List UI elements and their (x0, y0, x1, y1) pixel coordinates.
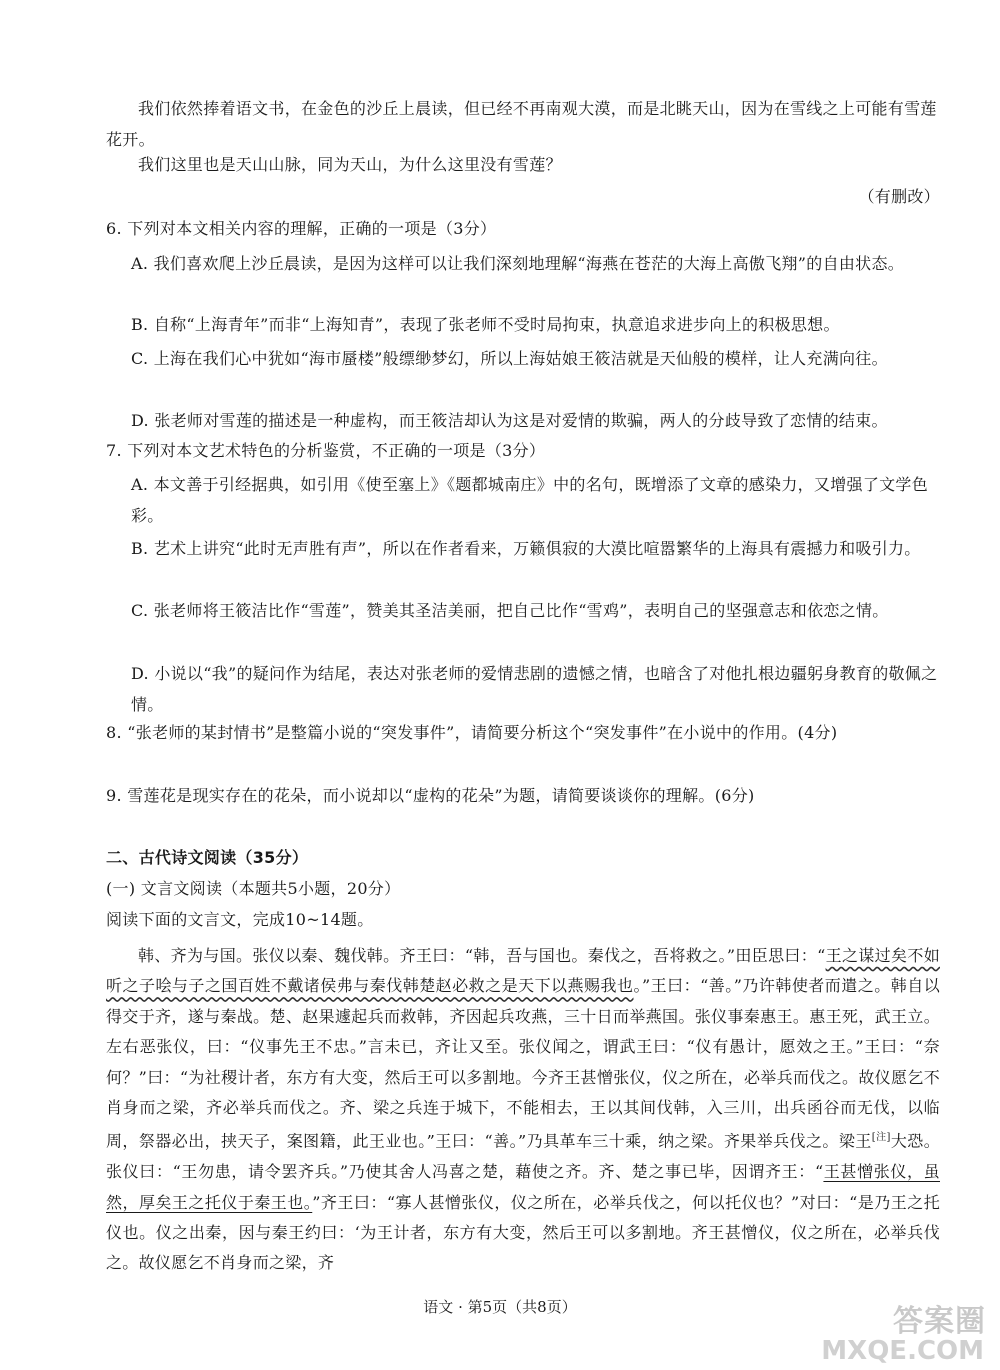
section2-instruction: 阅读下面的文言文，完成10~14题。 (106, 910, 374, 929)
passage-text-4: ”齐王曰：“寡人甚憎张仪，仪之所在，必举兵伐之，何以托仪也？”对曰：“是乃王之托仪也。仪之出秦，因与秦王约曰：‘为王计者，东方有大变，然后王可以多割地。齐王甚憎仪，仪之所在，必举兵伐之。故仪愿乞不肖身而之梁，齐 (106, 1192, 940, 1273)
passage-text-2: 。”王曰：“善。”乃许韩使者而遣之。韩自以得交于齐，遂与秦战。楚、赵果遽起兵而救韩，齐因起兵攻燕，三十日而举燕国。张仪事秦惠王。惠王死，武王立。左右恶张仪，曰：“仪事先王不忠。”言未已，齐让又至。张仪闻之，谓武王曰：“仪有愚计，愿效之王。”王曰：“奈何？”曰：“为社稷计者，东方有大变，然后王可以多割地。今齐王甚憎张仪，仪之所在，必举兵而伐之。故仪愿乞不肖身而之梁，齐必举兵而伐之。齐、梁之兵连于城下，不能相去，王以其间伐韩，入三川，出兵函谷而无伐，以临周，祭器必出，挟天子，案图籍，此王业也。”王曰：“善。”乃具革车三十乘，纳之梁。齐果举兵伐之。梁王 (106, 976, 940, 1151)
passage-paragraph-2: 我们这里也是天山山脉，同为天山，为什么这里没有雪莲？ (138, 155, 562, 174)
q9: 9. 雪莲花是现实存在的花朵，而小说却以“虚构的花朵”为题，请简要谈谈你的理解。(6分) (106, 786, 755, 805)
q7-option-c: C. 张老师将王筱洁比作“雪莲”，赞美其圣洁美丽，把自己比作“雪鸡”，表明自己的坚强意志和依恋之情。 (131, 601, 889, 620)
footnote-marker: [注] (871, 1132, 891, 1144)
classical-passage (106, 941, 940, 1279)
q7-stem: 7. 下列对本文艺术特色的分析鉴赏，不正确的一项是（3分） (106, 441, 546, 460)
q6-option-b: B. 自称“上海青年”而非“上海知青”，表现了张老师不受时局拘束，执意追求进步向上的积极思想。 (131, 315, 840, 334)
q7-option-a: A. 本文善于引经据典，如引用《使至塞上》《题都城南庄》中的名句，既增添了文章的感染力，又增强了文学色彩。 (131, 475, 929, 525)
q7-option-d: D. 小说以“我”的疑问作为结尾，表达对张老师的爱情悲剧的遗憾之情，也暗含了对他扎根边疆躬身教育的敬佩之情。 (131, 664, 938, 714)
section2-title: 二、古代诗文阅读（35分） (106, 848, 309, 867)
passage-paragraph-1: 我们依然捧着语文书，在金色的沙丘上晨读，但已经不再南观大漠，而是北眺天山，因为在雪线之上可能有雪莲花开。 (106, 99, 937, 149)
section2-subtitle: (一) 文言文阅读（本题共5小题，20分） (106, 879, 401, 898)
q7-option-b: B. 艺术上讲究“此时无声胜有声”，所以在作者看来，万籁俱寂的大漠比喧嚣繁华的上海具有震撼力和吸引力。 (131, 539, 921, 558)
underlined-sentence: 王甚憎张仪，虽然，厚矣王之托仪于秦王也。 (106, 1162, 940, 1212)
q6-option-a: A. 我们喜欢爬上沙丘晨读，是因为这样可以让我们深刻地理解“海燕在苍茫的大海上高傲飞翔”的自由状态。 (131, 254, 905, 273)
q6-option-c: C. 上海在我们心中犹如“海市蜃楼”般缥缈梦幻，所以上海姑娘王筱洁就是天仙般的模样，让人充满向往。 (131, 349, 888, 368)
wavy-underlined-sentence: 王之谋过矣不如听之子哙与子之国百姓不戴诸侯弗与秦伐韩楚赵必救之是天下以燕赐我也 (106, 946, 940, 996)
passage-text-3: 大恐。张仪曰：“王勿患，请令罢齐兵。”乃使其舍人冯喜之楚，藉使之齐。齐、楚之事已毕，因谓齐王：“ (106, 1131, 940, 1182)
q8: 8. “张老师的某封情书”是整篇小说的“突发事件”，请简要分析这个“突发事件”在小说中的作用。(4分) (106, 723, 838, 742)
watermark-logo: 答案圈 (893, 1304, 986, 1339)
passage-note: （有删改） (858, 187, 940, 206)
q6-option-d: D. 张老师对雪莲的描述是一种虚构，而王筱洁却认为这是对爱情的欺骗，两人的分歧导致了恋情的结束。 (131, 411, 888, 430)
watermark-url: MXQE.COM (821, 1336, 984, 1366)
passage-text-1: 韩、齐为与国。张仪以秦、魏伐韩。齐王曰：“韩，吾与国也。秦伐之，吾将救之。”田臣思曰：“ (138, 946, 826, 965)
page-footer: 语文 · 第5页（共8页） (423, 1298, 577, 1316)
q6-stem: 6. 下列对本文相关内容的理解，正确的一项是（3分） (106, 219, 497, 238)
